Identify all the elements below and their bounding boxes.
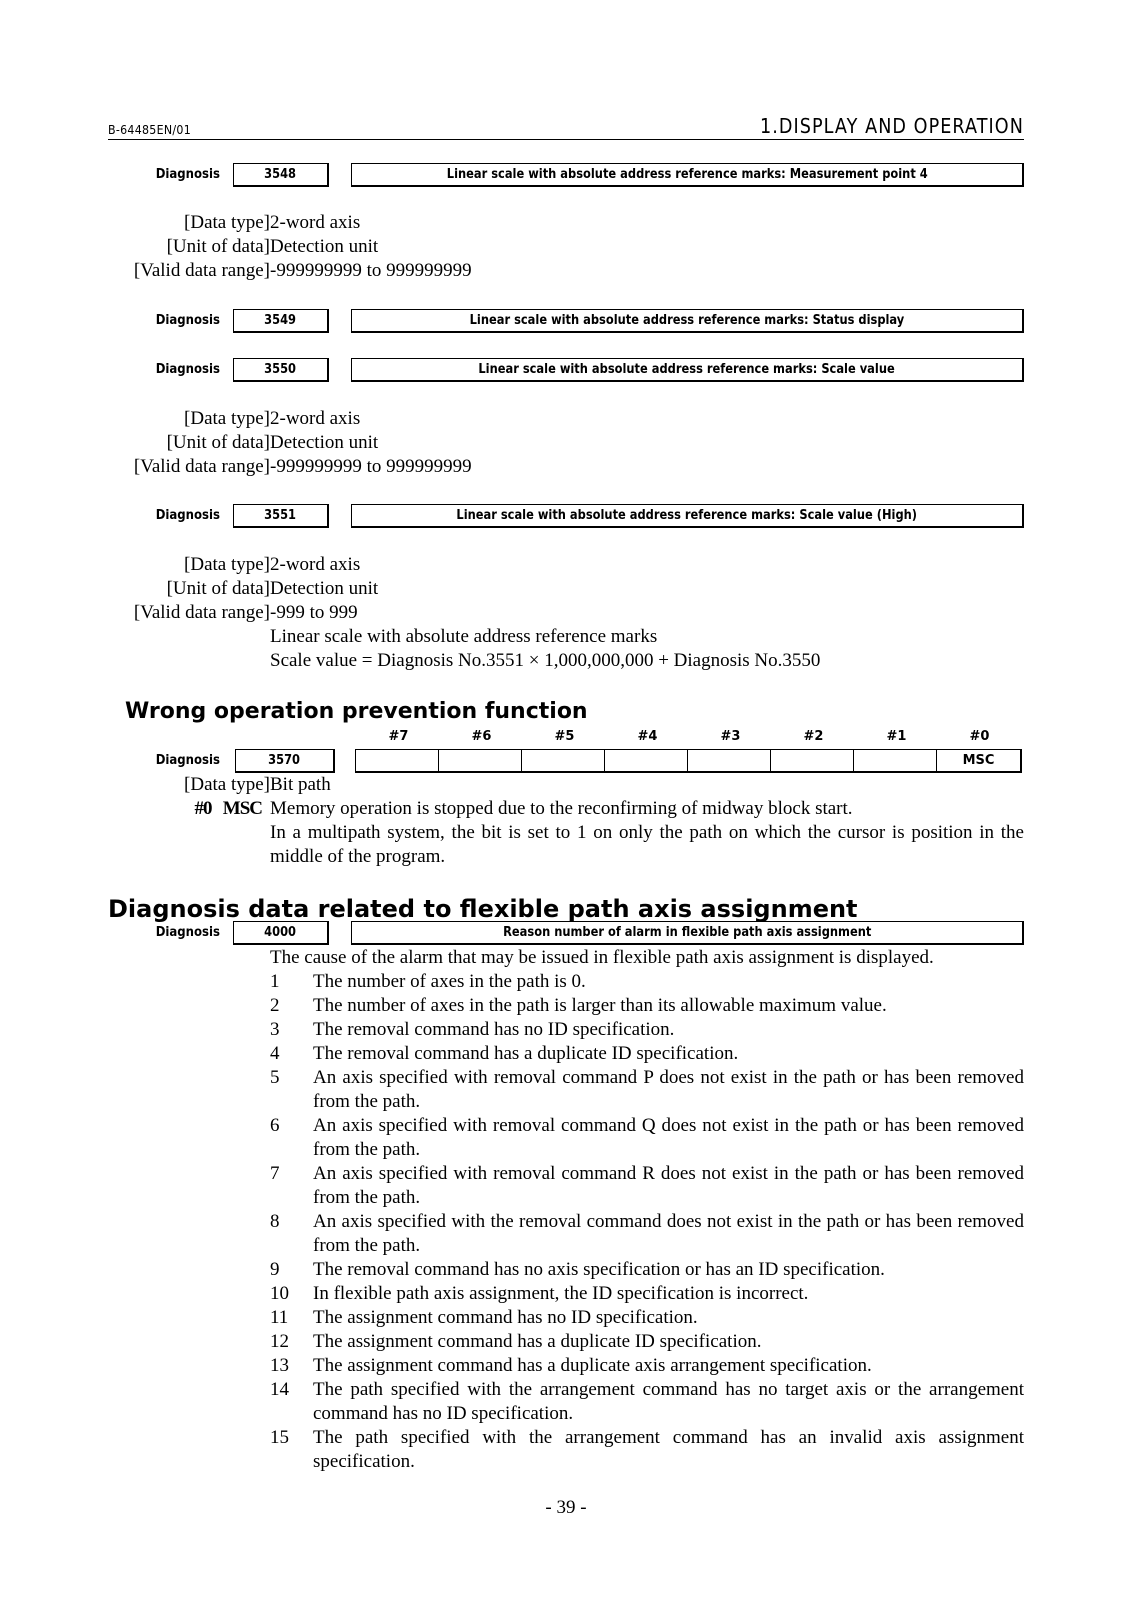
item-text: The path specified with the arrangement command has an invalid axis assignment specification. bbox=[313, 1427, 1024, 1472]
diagnosis-number: 3550 bbox=[264, 362, 297, 377]
item-number: 5 bbox=[270, 1067, 280, 1088]
item-number: 3 bbox=[270, 1019, 280, 1040]
bit-header: #4 bbox=[637, 729, 658, 744]
chapter-title: 1.DISPLAY AND OPERATION bbox=[760, 114, 1024, 138]
bit-cell bbox=[854, 750, 937, 771]
bit-header: #0 bbox=[969, 729, 990, 744]
diagnosis-label: Diagnosis bbox=[155, 167, 220, 182]
section-title: Diagnosis data related to flexible path axis assignment bbox=[108, 895, 858, 923]
header-divider bbox=[108, 139, 1024, 140]
diagnosis-title: Linear scale with absolute address reference marks: Status display bbox=[469, 313, 905, 328]
prop-value: -999 to 999 bbox=[270, 602, 358, 623]
item-text: An axis specified with removal command P does not exist in the path or has been removed from the path. bbox=[313, 1067, 1024, 1112]
formula-line: Scale value = Diagnosis No.3551 × 1,000,000,000 + Diagnosis No.3550 bbox=[270, 650, 821, 671]
diagnosis-number: 3549 bbox=[264, 313, 297, 328]
item-number: 15 bbox=[270, 1427, 289, 1448]
doc-number: B-64485EN/01 bbox=[108, 123, 192, 137]
bit-header-row bbox=[357, 729, 1021, 744]
bit-cell bbox=[356, 750, 439, 771]
prop-value: Detection unit bbox=[270, 578, 379, 599]
item-number: 12 bbox=[270, 1331, 289, 1352]
diagnosis-number: 3548 bbox=[264, 167, 297, 182]
diagnosis-number: 3551 bbox=[264, 508, 297, 523]
diagnosis-title-box bbox=[351, 309, 1024, 333]
prop-value: 2-word axis bbox=[270, 408, 361, 429]
bit-desc-line: In a multipath system, the bit is set to 1 on only the path on which the cursor is position in the middle of the program. bbox=[270, 822, 1024, 867]
note-line: Linear scale with absolute address reference marks bbox=[270, 626, 658, 647]
prop-value: 2-word axis bbox=[270, 554, 361, 575]
diagnosis-title-box bbox=[351, 163, 1024, 187]
item-number: 2 bbox=[270, 995, 280, 1016]
list-item bbox=[270, 1162, 1024, 1210]
item-number: 14 bbox=[270, 1379, 289, 1400]
list-item bbox=[270, 1306, 1024, 1330]
item-number: 7 bbox=[270, 1163, 280, 1184]
prop-value: -999999999 to 999999999 bbox=[270, 456, 472, 477]
diagnosis-title-box bbox=[351, 358, 1024, 382]
item-text: The removal command has no axis specification or has an ID specification. bbox=[313, 1259, 885, 1280]
diagnosis-number-box bbox=[233, 163, 329, 187]
bit-cell bbox=[522, 750, 605, 771]
bit-header: #1 bbox=[886, 729, 907, 744]
item-text: The number of axes in the path is larger than its allowable maximum value. bbox=[313, 995, 887, 1016]
bit-table bbox=[355, 749, 1022, 773]
section-title: Wrong operation prevention function bbox=[125, 699, 588, 724]
bit-cell: MSC bbox=[962, 753, 995, 768]
diagnosis-number-box bbox=[233, 358, 329, 382]
item-number: 11 bbox=[270, 1307, 289, 1328]
item-text: An axis specified with removal command R does not exist in the path or has been removed from the path. bbox=[313, 1163, 1024, 1208]
list-item bbox=[270, 1282, 1024, 1306]
prop-label: [Unit of data] bbox=[166, 578, 270, 599]
bit-header: #2 bbox=[803, 729, 824, 744]
item-number: 9 bbox=[270, 1259, 280, 1280]
item-number: 10 bbox=[270, 1283, 289, 1304]
diagnosis-number-box bbox=[233, 921, 329, 945]
bit-cell bbox=[771, 750, 854, 771]
list-item bbox=[270, 970, 1024, 994]
item-text: The number of axes in the path is 0. bbox=[313, 971, 586, 992]
prop-value: -999999999 to 999999999 bbox=[270, 260, 472, 281]
list-item bbox=[270, 1210, 1024, 1258]
prop-value: Detection unit bbox=[270, 236, 379, 257]
bit-header: #3 bbox=[720, 729, 741, 744]
diagnosis-label: Diagnosis bbox=[155, 508, 220, 523]
item-text: The removal command has a duplicate ID specification. bbox=[313, 1043, 739, 1064]
list-item bbox=[270, 1018, 1024, 1042]
item-text: The path specified with the arrangement command has no target axis or the arrangement command has no ID specification. bbox=[313, 1379, 1024, 1424]
item-number: 8 bbox=[270, 1211, 280, 1232]
item-text: The assignment command has no ID specification. bbox=[313, 1307, 698, 1328]
bit-description bbox=[270, 797, 1024, 869]
diagnosis-number-box bbox=[235, 749, 335, 773]
bit-cell bbox=[605, 750, 688, 771]
diagnosis-label: Diagnosis bbox=[155, 313, 220, 328]
alarm-reason-list bbox=[270, 970, 1024, 1474]
prop-value: 2-word axis bbox=[270, 212, 361, 233]
prop-label: [Unit of data] bbox=[166, 432, 270, 453]
diagnosis-label: Diagnosis bbox=[155, 362, 220, 377]
bit-cell bbox=[439, 750, 522, 771]
prop-label: [Valid data range] bbox=[133, 602, 270, 623]
list-item bbox=[270, 1426, 1024, 1474]
bit-desc-line: Memory operation is stopped due to the reconfirming of midway block start. bbox=[270, 798, 853, 819]
item-number: 1 bbox=[270, 971, 280, 992]
prop-label: [Data type] bbox=[184, 408, 270, 429]
prop-label: [Data type] bbox=[184, 554, 270, 575]
diagnosis-title: Linear scale with absolute address reference marks: Measurement point 4 bbox=[446, 167, 928, 182]
list-item bbox=[270, 1114, 1024, 1162]
list-item bbox=[270, 1258, 1024, 1282]
diagnosis-title: Linear scale with absolute address reference marks: Scale value (High) bbox=[456, 508, 918, 523]
list-item bbox=[270, 1378, 1024, 1426]
bit-desc-label: #0 MSC bbox=[194, 798, 262, 819]
item-text: An axis specified with the removal command does not exist in the path or has been removed from the path. bbox=[313, 1211, 1024, 1256]
diagnosis-label: Diagnosis bbox=[155, 753, 220, 768]
diagnosis-title: Linear scale with absolute address reference marks: Scale value bbox=[478, 362, 896, 377]
item-text: The assignment command has a duplicate ID specification. bbox=[313, 1331, 762, 1352]
diagnosis-number-box bbox=[233, 504, 329, 528]
bit-cell bbox=[688, 750, 771, 771]
bit-header: #5 bbox=[554, 729, 575, 744]
bit-header: #6 bbox=[471, 729, 492, 744]
list-item bbox=[270, 994, 1024, 1018]
diagnosis-number: 3570 bbox=[268, 753, 301, 768]
diagnosis-title-box bbox=[351, 921, 1024, 945]
diagnosis-title: Reason number of alarm in flexible path axis assignment bbox=[502, 925, 872, 940]
prop-value: Detection unit bbox=[270, 432, 379, 453]
diagnosis-label: Diagnosis bbox=[155, 925, 220, 940]
item-text: The assignment command has a duplicate axis arrangement specification. bbox=[313, 1355, 872, 1376]
list-item bbox=[270, 1042, 1024, 1066]
page-number: - 39 - bbox=[545, 1497, 587, 1518]
item-number: 6 bbox=[270, 1115, 280, 1136]
bit-header: #7 bbox=[388, 729, 409, 744]
item-text: In flexible path axis assignment, the ID specification is incorrect. bbox=[313, 1283, 809, 1304]
prop-label: [Valid data range] bbox=[133, 456, 270, 477]
diagnosis-title-box bbox=[351, 504, 1024, 528]
item-number: 13 bbox=[270, 1355, 289, 1376]
prop-label: [Data type] bbox=[184, 212, 270, 233]
list-item bbox=[270, 1066, 1024, 1114]
item-text: An axis specified with removal command Q does not exist in the path or has been removed from the path. bbox=[313, 1115, 1024, 1160]
prop-label: [Unit of data] bbox=[166, 236, 270, 257]
list-item bbox=[270, 1330, 1024, 1354]
intro-text: The cause of the alarm that may be issued in flexible path axis assignment is displayed. bbox=[270, 947, 934, 968]
diagnosis-number: 4000 bbox=[264, 925, 297, 940]
item-text: The removal command has no ID specification. bbox=[313, 1019, 675, 1040]
diagnosis-number-box bbox=[233, 309, 329, 333]
list-item bbox=[270, 1354, 1024, 1378]
prop-value: Bit path bbox=[270, 774, 331, 795]
prop-label: [Data type] bbox=[184, 774, 270, 795]
prop-label: [Valid data range] bbox=[133, 260, 270, 281]
item-number: 4 bbox=[270, 1043, 280, 1064]
